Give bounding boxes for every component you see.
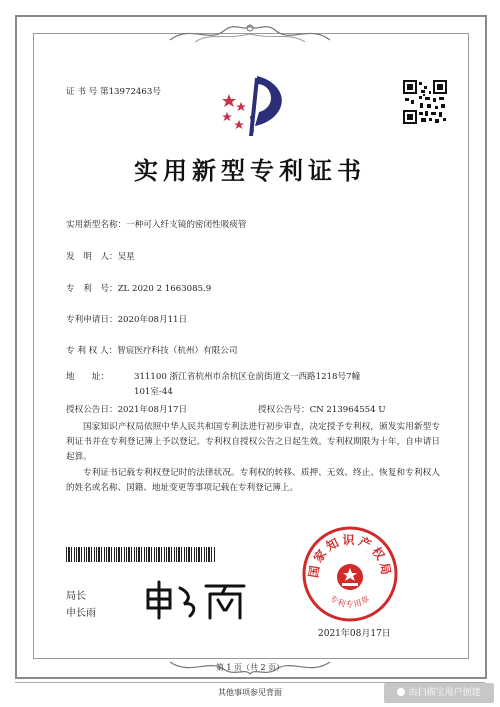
patent-number: 专 利 号：ZL 2020 2 1663085.9 xyxy=(66,284,212,294)
seal-date: 2021年08月17日 xyxy=(318,629,391,639)
svg-text:专利专用章 xyxy=(328,593,372,609)
national-emblem-icon xyxy=(337,564,363,590)
director-name: 申长雨 xyxy=(66,608,96,619)
cnipa-logo xyxy=(215,72,295,138)
official-seal xyxy=(300,524,400,624)
qr-code xyxy=(403,80,447,124)
app-watermark xyxy=(384,683,494,703)
address-label: 地 址： xyxy=(66,372,109,382)
barcode xyxy=(66,547,216,562)
ornament-top xyxy=(165,18,335,48)
address-line-1: 311100 浙江省杭州市余杭区仓前街道文一西路1218号7幢 xyxy=(134,372,361,382)
inventor: 发 明 人：吴星 xyxy=(66,252,135,262)
seal-bottom-text: 专利专用章 xyxy=(328,593,372,610)
watermark-text: 由扫描宝用户创建 xyxy=(408,688,481,698)
page-indicator: 第 1 页（共 2 页） xyxy=(215,663,285,672)
grant-statement: 国家知识产权局依照中华人民共和国专利法进行初步审查，决定授予专利权，颁发实用新型专利证书并在专利登记簿上予以登记。专利权自授权公告之日起生效。专利权期限为十年，自申请日起算。 xyxy=(66,422,440,462)
director-role: 局长 xyxy=(66,591,86,602)
address-line-2: 101室-44 xyxy=(134,387,173,397)
footer-note: 其他事项参见背面 xyxy=(218,688,282,697)
app-logo-icon xyxy=(397,688,405,696)
director-signature xyxy=(140,578,260,622)
grant-date: 授权公告日：2021年08月17日 xyxy=(66,405,188,415)
seal-top-text: 国家知识产权局 xyxy=(306,533,394,579)
certificate-number: 证 书 号 第13972463号 xyxy=(66,87,161,97)
filing-date: 专利申请日：2020年08月11日 xyxy=(66,315,188,325)
patentee: 专 利 权 人：智宸医疗科技（杭州）有限公司 xyxy=(66,346,238,356)
legal-status-note: 专利证书记载专利权登记时的法律状况。专利权的转移、质押、无效、终止、恢复和专利权人的姓名或名称、国籍、地址变更等事项记载在专利登记簿上。 xyxy=(66,468,440,493)
grant-number: 授权公告号：CN 213964554 U xyxy=(258,405,386,415)
utility-model-name: 实用新型名称：一种可入纤支镜的密闭性吸痰管 xyxy=(66,220,247,230)
certificate-title: 实用新型专利证书 xyxy=(134,156,366,185)
